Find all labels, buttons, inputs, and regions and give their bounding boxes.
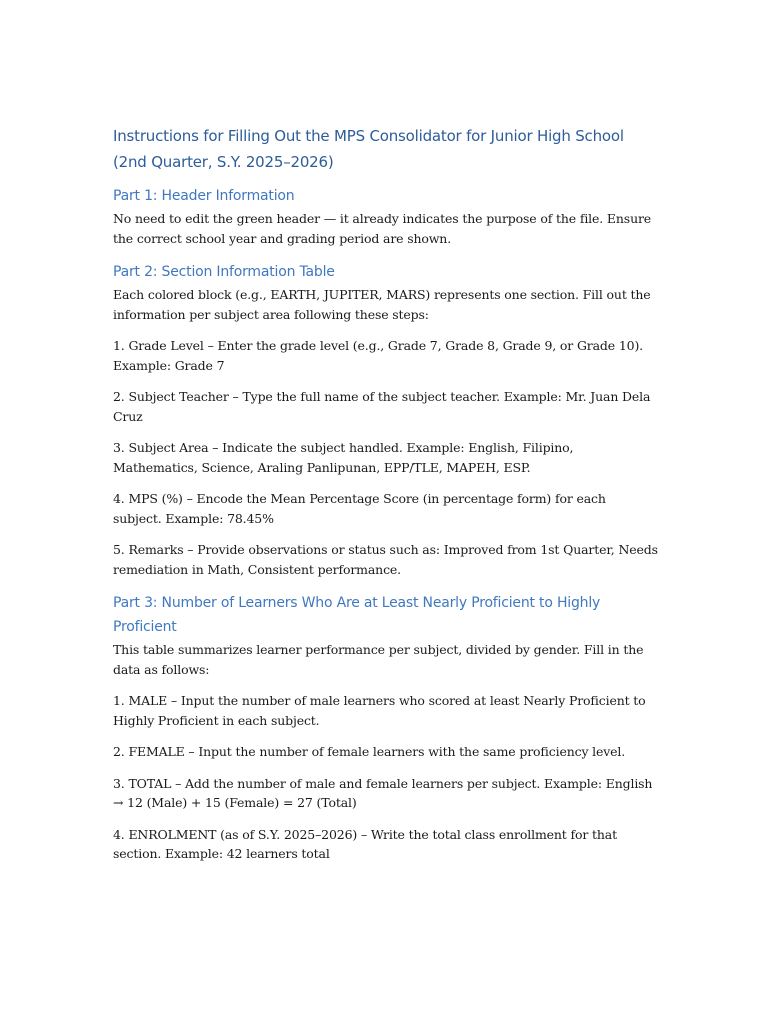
step-mps: 4. MPS (%) – Encode the Mean Percentage Score (in percentage form) for each subject. Example: 78.45% xyxy=(113,491,606,526)
part-2-intro: Each colored block (e.g., EARTH, JUPITER, MARS) represents one section. Fill out the information per subject area following these steps: xyxy=(113,287,651,322)
step-total: 3. TOTAL – Add the number of male and female learners per subject. Example: English → 12 (Male) + 15 (Female) = 27 (Total) xyxy=(113,775,653,810)
step-subject-teacher: 2. Subject Teacher – Type the full name of the subject teacher. Example: Mr. Juan Dela Cruz xyxy=(113,389,651,424)
step-female: 2. FEMALE – Input the number of female learners with the same proficiency level. xyxy=(113,744,626,759)
step-grade-level: 1. Grade Level – Enter the grade level (e.g., Grade 7, Grade 8, Grade 9, or Grade 10). Example: Grade 7 xyxy=(113,338,643,373)
part-2-heading: Part 2: Section Information Table xyxy=(113,264,335,280)
document-body xyxy=(113,123,658,876)
part-3-section xyxy=(113,591,658,864)
step-male: 1. MALE – Input the number of male learners who scored at least Nearly Proficient to Highly Proficient in each subject. xyxy=(113,693,646,728)
document-title: Instructions for Filling Out the MPS Consolidator for Junior High School (2nd Quarter, S.Y. 2025–2026) xyxy=(113,127,624,171)
part-1-section xyxy=(113,184,658,248)
part-3-intro: This table summarizes learner performance per subject, divided by gender. Fill in the data as follows: xyxy=(113,642,644,677)
part-3-heading: Part 3: Number of Learners Who Are at Least Nearly Proficient to Highly Proficient xyxy=(113,595,601,635)
part-2-section xyxy=(113,260,658,579)
part-1-paragraph: No need to edit the green header — it already indicates the purpose of the file. Ensure the correct school year and grading period are shown. xyxy=(113,211,652,246)
step-subject-area: 3. Subject Area – Indicate the subject handled. Example: English, Filipino, Mathematics, Science, Araling Panlipunan, EPP/TLE, MAPEH, ESP. xyxy=(113,440,574,475)
part-1-heading: Part 1: Header Information xyxy=(113,188,295,204)
step-remarks: 5. Remarks – Provide observations or status such as: Improved from 1st Quarter, Needs remediation in Math, Consistent performance. xyxy=(113,542,658,577)
step-enrolment: 4. ENROLMENT (as of S.Y. 2025–2026) – Write the total class enrollment for that section. Example: 42 learners total xyxy=(113,826,617,861)
